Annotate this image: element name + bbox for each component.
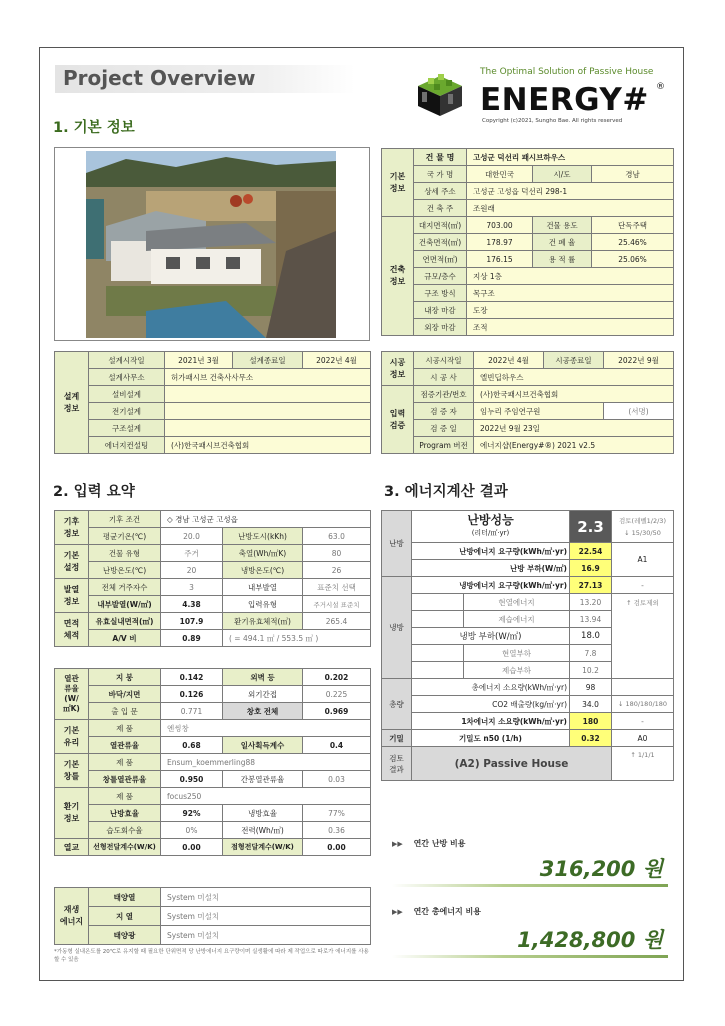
heat-storage-label: 축열(Wh/㎡K) <box>223 545 303 562</box>
bcr-value: 25.46% <box>592 234 674 251</box>
elec-design-value <box>165 403 371 420</box>
primary-energy-value: 180 <box>570 713 612 730</box>
heat-eff-label: 난방효율 <box>89 805 161 822</box>
group-construction-info: 시공 정보 <box>382 352 414 386</box>
contractor-value: 엘빈딥하우스 <box>474 369 674 386</box>
window-total-value: 0.969 <box>303 703 371 720</box>
humid-value: 0% <box>161 822 223 839</box>
shgc-value: 0.4 <box>303 737 371 754</box>
building-area-label: 건축면적(㎡) <box>414 234 467 251</box>
glass-u-value: 0.68 <box>161 737 223 754</box>
design-office-value: 허가패시브 건축사사무소 <box>165 369 371 386</box>
total-cost-arrow: ▶▶ <box>392 908 403 916</box>
group-frame: 기본 창틀 <box>55 754 89 788</box>
latent-load-label: 제습부하 <box>464 662 570 679</box>
pv-value: System 미설치 <box>161 926 371 945</box>
group-area-volume: 면적 체적 <box>55 613 89 647</box>
address-label: 상세 주소 <box>414 183 467 200</box>
struct-design-label: 구조설계 <box>89 420 165 437</box>
group-airtightness: 기밀 <box>382 730 412 747</box>
internal-heat-value: 4.38 <box>161 596 223 613</box>
building-name-label: 건 물 명 <box>414 149 467 166</box>
agency-label: 점증기관/번호 <box>414 386 474 403</box>
group-internal-heat: 발열 정보 <box>55 579 89 613</box>
heat-temp-label: 난방온도(℃) <box>89 562 161 579</box>
struct-design-value <box>165 420 371 437</box>
interior-label: 내장 마감 <box>414 302 467 319</box>
co2-grade: ↓ 180/180/180 <box>612 696 674 713</box>
cool-eff-value: 77% <box>303 805 371 822</box>
total-energy-value: 98 <box>570 679 612 696</box>
cool-demand-label: 냉방에너지 요구량(kWh/㎡·yr) <box>412 577 570 594</box>
hdd-label: 난방도시(kKh) <box>223 528 303 545</box>
group-review-result: 검토 결과 <box>382 747 412 781</box>
logo-tagline: The Optimal Solution of Passive House <box>480 67 654 77</box>
const-start-value: 2022년 4월 <box>474 352 544 369</box>
grade-header <box>612 511 674 543</box>
construction-table <box>381 351 674 454</box>
group-climate: 기후 정보 <box>55 511 89 545</box>
site-area-label: 대지면적(㎡) <box>414 217 467 234</box>
tfa-label: 유효실내면적(㎡) <box>89 613 161 630</box>
envelope-table <box>54 668 371 856</box>
page-title: Project Overview <box>63 66 256 90</box>
exterior-label: 외장 마감 <box>414 319 467 336</box>
verify-date-label: 검 증 일 <box>414 420 474 437</box>
airtightness-label: 기밀도 n50 (1/h) <box>412 730 570 747</box>
latent-label: 제습에너지 <box>464 611 570 628</box>
building-photo-image <box>86 151 336 338</box>
country-value: 대한민국 <box>467 166 533 183</box>
total-cost-value: 1,428,800 원 <box>517 928 663 952</box>
sensible-load-value: 7.8 <box>570 645 612 662</box>
structure-value: 목구조 <box>467 285 674 302</box>
av-ratio-calc: ( = 494.1 ㎡ / 553.5 ㎥ ) <box>223 630 371 647</box>
point-bridge-label: 점형전달계수(W/K) <box>223 839 303 856</box>
group-thermal-bridge: 열교 <box>55 839 89 856</box>
av-ratio-label: A/V 비 <box>89 630 161 647</box>
solar-thermal-label: 태양열 <box>89 888 161 907</box>
glass-product-value: 엔씽창 <box>161 720 371 737</box>
occupants-value: 3 <box>161 579 223 596</box>
co2-label: CO2 배출량(kg/㎡·yr) <box>412 696 570 713</box>
vent-power-value: 0.36 <box>303 822 371 839</box>
floor-label: 바닥/지면 <box>89 686 161 703</box>
wall-label: 외벽 등 <box>223 669 303 686</box>
pv-label: 태양광 <box>89 926 161 945</box>
glass-product-label: 제 품 <box>89 720 161 737</box>
heat-temp-value: 20 <box>161 562 223 579</box>
heating-cost-header <box>392 838 466 849</box>
cool-load-value: 18.0 <box>570 628 612 645</box>
wall-value: 0.202 <box>303 669 371 686</box>
heating-perf-value: 2.3 <box>570 511 612 543</box>
airtightness-value: 0.32 <box>570 730 612 747</box>
internal-heat-label: 내부발열 <box>223 579 303 596</box>
frame-u-label: 창틀열관류율 <box>89 771 161 788</box>
site-area-value: 703.00 <box>467 217 533 234</box>
elec-design-label: 전기설계 <box>89 403 165 420</box>
use-value: 단독주택 <box>592 217 674 234</box>
window-total-label: 창호 전체 <box>223 703 303 720</box>
design-start-label: 설계시작일 <box>89 352 165 369</box>
total-cost-header <box>392 906 481 917</box>
logo-copyright: Copyright (c)2021, Sungho Bae. All rights reserved <box>482 118 623 124</box>
report-page <box>39 47 684 981</box>
scale-value: 지상 1층 <box>467 268 674 285</box>
group-cooling: 냉방 <box>382 577 412 679</box>
mech-design-value <box>165 386 371 403</box>
latent-load-value: 10.2 <box>570 662 612 679</box>
grade-head-sub: ↓ 15/30/50 <box>624 528 661 537</box>
group-design-info: 설계 정보 <box>55 352 89 454</box>
far-value: 25.06% <box>592 251 674 268</box>
input-type-label: 입력유형 <box>223 596 303 613</box>
energy-result-table <box>381 510 674 781</box>
heating-cost-underline <box>392 884 668 887</box>
heating-cost-label: 연간 난방 비용 <box>413 839 466 848</box>
climate-cond-label: 기후 조건 <box>89 511 161 528</box>
total-cost-underline <box>392 955 668 958</box>
const-start-label: 시공시작일 <box>414 352 474 369</box>
sensible-load-label: 현열부하 <box>464 645 570 662</box>
heat-eff-value: 92% <box>161 805 223 822</box>
program-value: 에너지샵(Energy#®) 2021 v2.5 <box>474 437 674 454</box>
heating-cost-value: 316,200 원 <box>539 857 663 881</box>
co2-value: 34.0 <box>570 696 612 713</box>
latent-value: 13.94 <box>570 611 612 628</box>
building-photo <box>86 151 336 338</box>
contractor-label: 시 공 사 <box>414 369 474 386</box>
heating-perf-header <box>412 511 570 543</box>
vent-product-value: focus250 <box>161 788 371 805</box>
signature-field: (서명) <box>604 403 674 420</box>
building-type-label: 건물 유형 <box>89 545 161 562</box>
review-result-value: (A2) Passive House <box>412 747 612 781</box>
const-end-label: 시공종료일 <box>544 352 604 369</box>
use-label: 건물 용도 <box>533 217 592 234</box>
vent-power-label: 전력(Wh/㎥) <box>223 822 303 839</box>
address-value: 고성군 고성읍 덕선리 298-1 <box>467 183 674 200</box>
agency-value: (사)한국패시브건축협회 <box>474 386 674 403</box>
footnote: *가동형 실내온도를 20℃로 유지할 때 필요한 단위면적 당 난방에너지 요구량이며 실생활에 따라 제 작업으로 따로가 에너지를 사용할 수 있음 <box>54 949 369 963</box>
frame-product-value: Ensum_koemmerling88 <box>161 754 371 771</box>
owner-value: 조원래 <box>467 200 674 217</box>
internal-heat-value-label: 내부발열(W/㎡) <box>89 596 161 613</box>
linear-bridge-label: 선형전달계수(W/K) <box>89 839 161 856</box>
cool-eff-label: 냉방효율 <box>223 805 303 822</box>
design-info-table <box>54 351 371 454</box>
internal-heat-mode: 표준치 선택 <box>303 579 371 596</box>
province-label: 시/도 <box>533 166 592 183</box>
vent-volume-value: 265.4 <box>303 613 371 630</box>
far-label: 용 적 률 <box>533 251 592 268</box>
cool-load-label: 냉방 부하(W/㎡) <box>412 628 570 645</box>
bcr-label: 건 폐 율 <box>533 234 592 251</box>
spacer-psi-value: 0.03 <box>303 771 371 788</box>
group-u-values: 열관 류율 (W/ ㎡K) <box>55 669 89 720</box>
airtightness-grade: A0 <box>612 730 674 747</box>
avg-temp-value: 20.0 <box>161 528 223 545</box>
cool-demand-value: 27.13 <box>570 577 612 594</box>
country-label: 국 가 명 <box>414 166 467 183</box>
group-renewable: 재생 에너지 <box>55 888 89 945</box>
cool-temp-label: 냉방온도(℃) <box>223 562 303 579</box>
exterior-value: 조적 <box>467 319 674 336</box>
renewable-table <box>54 887 371 945</box>
heat-grade: A1 <box>612 543 674 577</box>
cool-demand-dash: - <box>612 577 674 594</box>
primary-energy-label: 1차에너지 소요량(kWh/㎡·yr) <box>412 713 570 730</box>
frame-product-label: 제 품 <box>89 754 161 771</box>
vent-volume-label: 환기유효체적(㎥) <box>223 613 303 630</box>
primary-energy-dash: - <box>612 713 674 730</box>
roof-value: 0.142 <box>161 669 223 686</box>
program-label: Program 버전 <box>414 437 474 454</box>
section-3-title: 3. 에너지계산 결과 <box>384 484 508 500</box>
total-cost-label: 연간 총에너지 비용 <box>413 907 481 916</box>
heating-perf-label: 난방성능 <box>467 512 514 527</box>
design-start-value: 2021년 3월 <box>165 352 233 369</box>
energy-consult-value: (사)한국패시브건축협회 <box>165 437 371 454</box>
frame-u-value: 0.950 <box>161 771 223 788</box>
heat-storage-value: 80 <box>303 545 371 562</box>
total-energy-label: 총에너지 소요량(kWh/㎡·yr) <box>412 679 570 696</box>
cool-review-note: ↑ 검토제외 <box>612 594 674 679</box>
design-end-label: 설계종료일 <box>233 352 303 369</box>
heating-perf-unit: (리터/㎡·yr) <box>471 528 510 537</box>
heat-demand-value: 22.54 <box>570 543 612 560</box>
verifier-label: 검 증 자 <box>414 403 474 420</box>
basic-info-table <box>381 148 674 336</box>
group-total: 총량 <box>382 679 412 730</box>
cool-temp-value: 26 <box>303 562 371 579</box>
structure-label: 구조 방식 <box>414 285 467 302</box>
logo-registered-mark: ® <box>656 82 665 92</box>
group-input-check: 입력 검증 <box>382 386 414 454</box>
avg-temp-label: 평균기온(℃) <box>89 528 161 545</box>
occupants-label: 전체 거주자수 <box>89 579 161 596</box>
interior-value: 도장 <box>467 302 674 319</box>
cool-spacer-1 <box>412 594 464 611</box>
section-2-title: 2. 입력 요약 <box>53 484 135 500</box>
point-bridge-value: 0.00 <box>303 839 371 856</box>
floor-area-value: 176.15 <box>467 251 533 268</box>
total-spacer <box>612 679 674 696</box>
group-heating: 난방 <box>382 511 412 577</box>
section-1-title: 1. 기본 정보 <box>53 120 135 136</box>
design-end-value: 2022년 4월 <box>303 352 371 369</box>
door-value: 0.771 <box>161 703 223 720</box>
vent-product-label: 제 품 <box>89 788 161 805</box>
humid-label: 습도회수율 <box>89 822 161 839</box>
ext-indirect-label: 외기간접 <box>223 686 303 703</box>
province-value: 경남 <box>592 166 674 183</box>
heating-cost-arrow: ▶▶ <box>392 840 403 848</box>
cool-spacer-3 <box>412 645 464 662</box>
logo-text: ENERGY# <box>480 82 649 118</box>
grade-head-label: 검토(레벨1/2/3) <box>619 516 666 525</box>
floor-area-label: 연면적(㎡) <box>414 251 467 268</box>
geothermal-label: 지 열 <box>89 907 161 926</box>
heat-load-value: 16.9 <box>570 560 612 577</box>
energy-logo-icon <box>410 68 478 120</box>
geothermal-value: System 미설치 <box>161 907 371 926</box>
climate-cond-value: ◇ 경남 고성군 고성읍 <box>161 511 371 528</box>
scale-label: 규모/층수 <box>414 268 467 285</box>
roof-label: 지 붕 <box>89 669 161 686</box>
group-arch-info: 건축 정보 <box>382 217 414 336</box>
solar-thermal-value: System 미설치 <box>161 888 371 907</box>
input-summary-table <box>54 510 371 647</box>
glass-u-label: 열관류율 <box>89 737 161 754</box>
sensible-label: 현열에너지 <box>464 594 570 611</box>
ext-indirect-value: 0.225 <box>303 686 371 703</box>
door-label: 출 입 문 <box>89 703 161 720</box>
group-basic-setting: 기본 설정 <box>55 545 89 579</box>
building-type-value: 주거 <box>161 545 223 562</box>
owner-label: 건 축 주 <box>414 200 467 217</box>
input-type-value: 주거시설 표준치 <box>303 596 371 613</box>
review-result-grade: ↑ 1/1/1 <box>612 747 674 781</box>
hdd-value: 63.0 <box>303 528 371 545</box>
verify-date-value: 2022년 9월 23일 <box>474 420 674 437</box>
const-end-value: 2022년 9월 <box>604 352 674 369</box>
group-ventilation: 환기 정보 <box>55 788 89 839</box>
group-basic-info: 기본 정보 <box>382 149 414 217</box>
energy-consult-label: 에너지컨설팅 <box>89 437 165 454</box>
sensible-value: 13.20 <box>570 594 612 611</box>
cool-spacer-4 <box>412 662 464 679</box>
mech-design-label: 설비설계 <box>89 386 165 403</box>
cool-spacer-2 <box>412 611 464 628</box>
heat-load-label: 난방 부하(W/㎡) <box>412 560 570 577</box>
design-office-label: 설계사무소 <box>89 369 165 386</box>
tfa-value: 107.9 <box>161 613 223 630</box>
heat-demand-label: 난방에너지 요구량(kWh/㎡·yr) <box>412 543 570 560</box>
verifier-value: 임누리 주임연구원 <box>474 403 604 420</box>
building-name-value: 고성군 덕선리 패시브하우스 <box>467 149 674 166</box>
group-glass: 기본 유리 <box>55 720 89 754</box>
linear-bridge-value: 0.00 <box>161 839 223 856</box>
av-ratio-value: 0.89 <box>161 630 223 647</box>
spacer-psi-label: 간봉열관류율 <box>223 771 303 788</box>
building-area-value: 178.97 <box>467 234 533 251</box>
floor-value: 0.126 <box>161 686 223 703</box>
shgc-label: 일사획득계수 <box>223 737 303 754</box>
